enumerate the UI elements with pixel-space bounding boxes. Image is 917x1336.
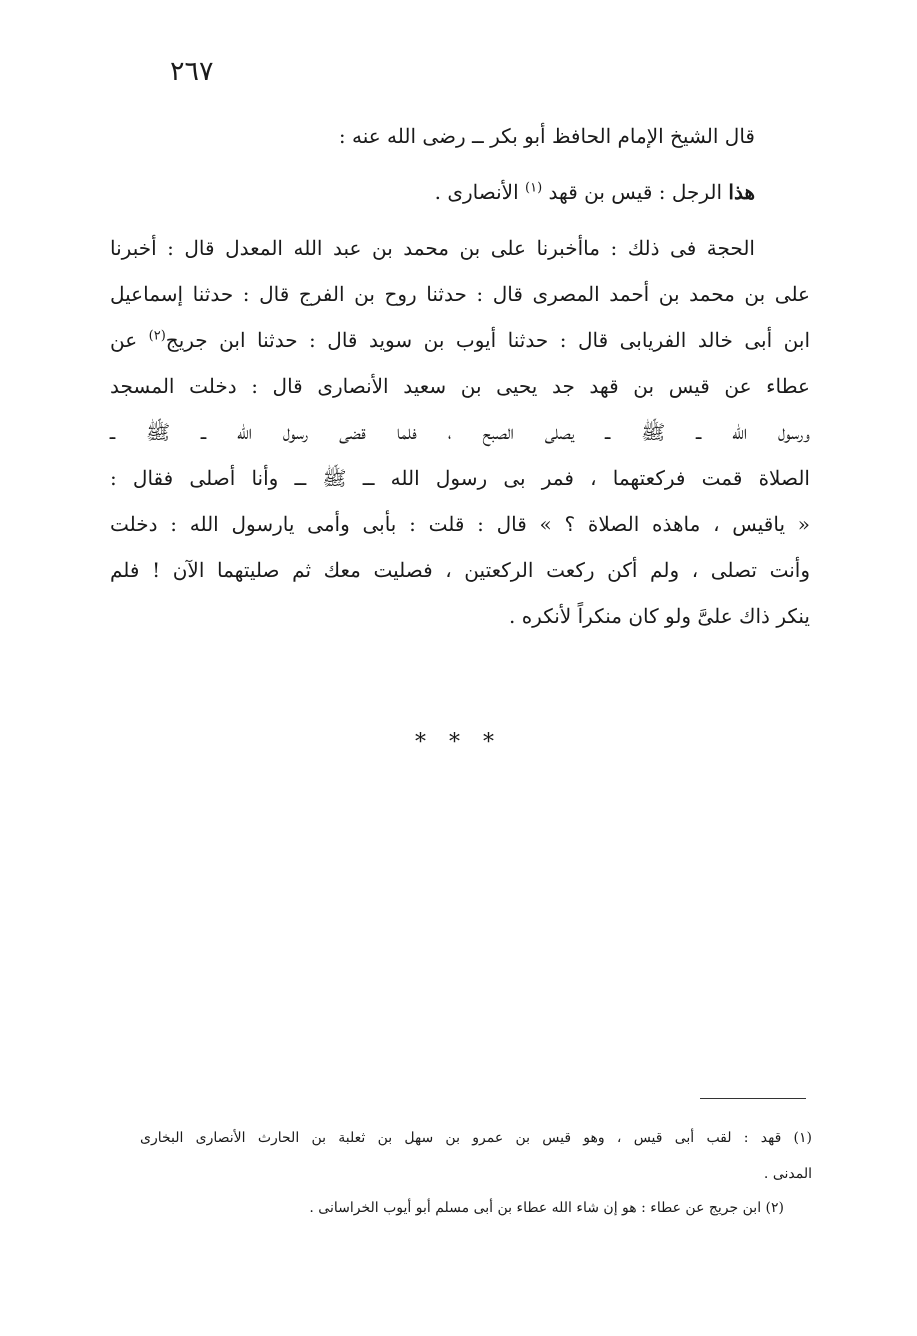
- paragraph-line-7: « ياقيس ، ماهذه الصلاة ؟ » قال : قلت : بأبى وأمى يارسول الله : دخلت: [110, 512, 810, 536]
- footnote-ref-2: (٢): [148, 328, 166, 344]
- heading-bold-word: هذا: [728, 180, 755, 204]
- paragraph-line-5: ورسول الله ــ ﷺ ــ يصلى الصبح ، فلما قضى رسول الله ــ ﷺ ــ: [110, 420, 810, 444]
- heading-line-2-tail: الأنصارى .: [434, 180, 525, 204]
- heading-line-2-text: الرجل : قيس بن قهد: [542, 180, 729, 204]
- footnote-ref-1: (١): [525, 180, 543, 196]
- paragraph-line-3-tail: عن: [110, 328, 149, 352]
- paragraph-line-6: الصلاة قمت فركعتهما ، فمر بى رسول الله ــ ﷺ ــ وأنا أصلى فقال :: [110, 466, 810, 490]
- paragraph-line-3-text: ابن أبى خالد الفريابى قال : حدثنا أيوب بن سويد قال : حدثنا ابن جريج: [165, 328, 810, 352]
- footnote-1-line-2: المدنى .: [763, 1166, 812, 1182]
- footnotes-block: [140, 1130, 812, 1220]
- heading-line-2: [435, 180, 755, 204]
- footnote-1-line-1: (١) قهد : لقب أبى قيس ، وهو قيس بن عمرو بن سهل بن ثعلبة بن الحارث الأنصارى البخارى: [140, 1130, 812, 1146]
- main-paragraph: [110, 236, 810, 636]
- paragraph-line-1: الحجة فى ذلك : ماأخبرنا على بن محمد بن عبد الله المعدل قال : أخبرنا: [110, 236, 755, 260]
- heading-line-1: قال الشيخ الإمام الحافظ أبو بكر ــ رضى الله عنه :: [338, 124, 755, 148]
- paragraph-line-8: وأنت تصلى ، ولم أكن ركعت الركعتين ، فصليت معك ثم صليتهما الآن ! فلم: [110, 558, 810, 582]
- section-separator-stars: * * *: [415, 730, 502, 755]
- footnote-divider: [700, 1098, 806, 1099]
- page-number: ٢٦٧: [170, 56, 214, 87]
- paragraph-line-4: عطاء عن قيس بن قهد جد يحيى بن سعيد الأنصارى قال : دخلت المسجد: [110, 374, 810, 398]
- heading-block: [110, 124, 810, 214]
- paragraph-line-2: على بن محمد بن أحمد المصرى قال : حدثنا روح بن الفرج قال : حدثنا إسماعيل: [110, 282, 810, 306]
- paragraph-line-3: [110, 328, 810, 352]
- footnote-2: (٢) ابن جريج عن عطاء : هو إن شاء الله عطاء بن أبى مسلم أبو أيوب الخراسانى .: [309, 1200, 784, 1216]
- paragraph-line-9: ينكر ذاك علىَّ ولو كان منكراً لأنكره .: [508, 604, 810, 628]
